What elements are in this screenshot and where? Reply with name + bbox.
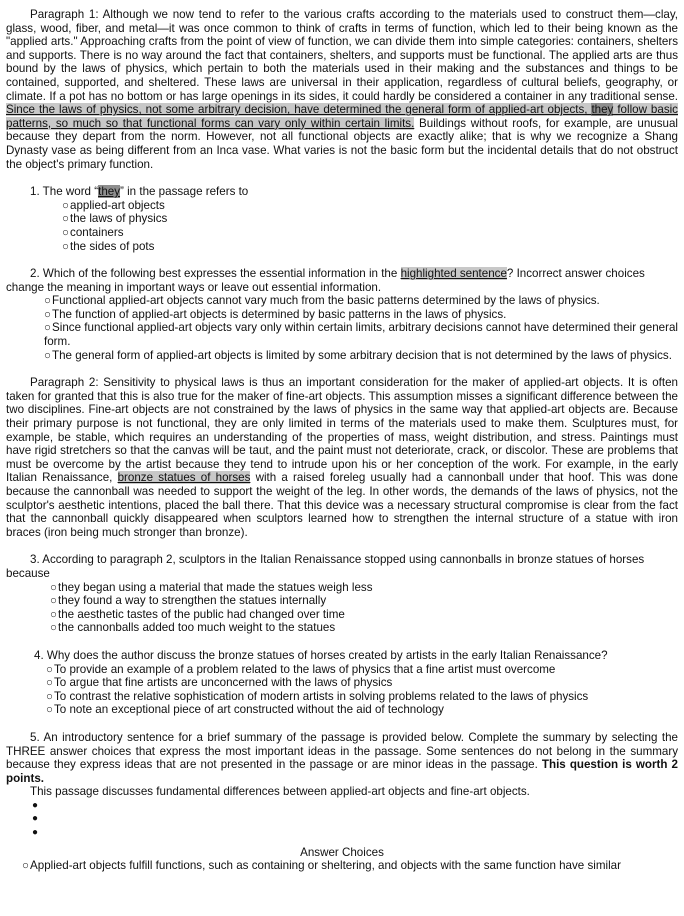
radio-icon[interactable]: ○: [44, 321, 52, 335]
radio-icon[interactable]: ○: [44, 294, 52, 308]
question-4: [34, 649, 678, 717]
radio-icon[interactable]: ○: [50, 594, 58, 608]
paragraph-1: [6, 8, 678, 171]
question-3-stem: 3. According to paragraph 2, sculptors in the Italian Renaissance stopped using cannonballs in bronze statues of horses because: [6, 553, 645, 580]
radio-icon[interactable]: ○: [50, 580, 58, 594]
option-label: the aesthetic tastes of the public had changed over time: [58, 607, 345, 621]
radio-icon[interactable]: ○: [62, 225, 70, 239]
paragraph-2: [6, 376, 678, 539]
question-3-option-c[interactable]: [50, 608, 678, 622]
option-label: Functional applied-art objects cannot vary much from the basic patterns determined by the laws of physics.: [52, 294, 600, 308]
question-2-options: [44, 294, 678, 362]
question-4-option-a[interactable]: [46, 663, 678, 677]
question-3-option-a[interactable]: [50, 581, 678, 595]
question-1-stem-post: ” in the passage refers to: [120, 185, 249, 199]
question-5: [6, 731, 678, 873]
option-label: they found a way to strengthen the statues internally: [58, 594, 327, 608]
option-label: To argue that fine artists are unconcerned with the laws of physics: [54, 676, 393, 690]
radio-icon[interactable]: ○: [22, 859, 30, 873]
question-2-option-c[interactable]: [44, 321, 678, 348]
question-2-stem-post: ? Incorrect answer choices change the meaning in important ways or leave out essential information.: [6, 267, 645, 294]
radio-icon[interactable]: ○: [50, 621, 58, 635]
option-label: Applied-art objects fulfill functions, such as containing or sheltering, and objects with the same function have similar: [30, 859, 621, 873]
question-2: [6, 267, 678, 362]
option-label: containers: [70, 225, 124, 239]
option-label: To note an exceptional piece of art constructed without the aid of technology: [54, 703, 444, 717]
highlighted-phrase-bronze-statues[interactable]: bronze statues of horses: [117, 471, 251, 485]
question-1-option-b[interactable]: [62, 212, 678, 226]
highlighted-word-they: they: [591, 103, 614, 117]
question-4-options: [46, 663, 678, 717]
question-5-points-note: This question is worth 2 points.: [6, 758, 678, 785]
question-4-option-d[interactable]: [46, 703, 678, 717]
question-2-option-b[interactable]: [44, 308, 678, 322]
question-2-stem-pre: 2. Which of the following best expresses the essential information in the: [30, 267, 401, 281]
option-label: the laws of physics: [70, 212, 168, 226]
question-2-option-a[interactable]: [44, 294, 678, 308]
radio-icon[interactable]: ○: [44, 307, 52, 321]
question-3-option-d[interactable]: [50, 621, 678, 635]
radio-icon[interactable]: ○: [46, 703, 54, 717]
summary-intro-sentence: This passage discusses fundamental differences between applied-art objects and fine-art objects.: [30, 785, 530, 799]
radio-icon[interactable]: ○: [62, 198, 70, 212]
question-5-stem-text: 5. An introductory sentence for a brief summary of the passage is provided below. Complete the summary by selecting the THREE answer choices that express the most important ideas in the passage. Some sentences do not belong in the summary because they express ideas that are not presented in the passage or are minor ideas in the passage.: [6, 730, 678, 772]
question-1-highlighted-word: they: [98, 185, 121, 199]
radio-icon[interactable]: ○: [62, 212, 70, 226]
option-label: applied-art objects: [70, 198, 165, 212]
question-4-stem: 4. Why does the author discuss the bronze statues of horses created by artists in the early Italian Renaissance?: [34, 648, 608, 662]
question-1: [30, 185, 678, 253]
answer-choice-1[interactable]: [22, 859, 678, 873]
question-1-stem: [30, 185, 678, 199]
highlighted-sentence-a: Since the laws of physics, not some arbitrary decision, have determined the general form of applied-art objects,: [6, 103, 592, 117]
question-1-option-d[interactable]: [62, 240, 678, 254]
highlighted-sentence-b: follow basic patterns, so much so that functional forms can vary only within certain limits.: [6, 103, 678, 130]
question-1-option-a[interactable]: [62, 199, 678, 213]
question-4-option-b[interactable]: [46, 676, 678, 690]
question-3-options: [50, 581, 678, 635]
highlighted-sentence-link[interactable]: highlighted sentence: [400, 267, 507, 281]
question-3: [6, 553, 678, 635]
paragraph-2-text-b: with a raised foreleg usually had a cannonball under that hoof. This was done because the cannonball was needed to support the weight of the leg. In other words, the demands of the laws of physics, not the sculptor's aesthetic intentions, placed the ball there. That this device was a necessary structural compromise is clear from the fact that the cannonball quickly disappeared when sculptors learned how to strengthen the internal structure of a statue with iron braces (iron being much stronger than bronze).: [6, 471, 678, 539]
question-2-option-d[interactable]: [44, 349, 678, 363]
question-5-stem: [6, 731, 678, 785]
answer-choices-heading: Answer Choices: [300, 845, 384, 859]
paragraph-1-text-a: Paragraph 1: Although we now tend to refer to the various crafts according to the materials used to construct them—clay, glass, wood, fiber, and metal—it was once common to think of crafts in terms of function, which led to their being known as the "applied arts." Approaching crafts from the point of view of function, we can divide them into simple categories: containers, shelters and supports. There is no way around the fact that containers, shelters, and supports must be functional. The applied arts are thus bound by the laws of physics, which pertain to both the materials used in their making and the substances and things to be contained, supported, and sheltered. These laws are universal in their application, regardless of cultural beliefs, geography, or climate. If a pot has no bottom or has large openings in its sides, it could hardly be considered a container in any traditional sense.: [6, 8, 678, 103]
option-label: The general form of applied-art objects is limited by some arbitrary decision that is not determined by the laws of physics.: [52, 348, 672, 362]
paragraph-1-text-b: Buildings without roofs, for example, are unusual because they depart from the norm. However, not all functional objects are exactly alike; that is why we recognize a Shang Dynasty vase as being different from an Inca vase. What varies is not the basic form but the incidental details that do not obstruct the object's primary function.: [6, 116, 678, 171]
question-1-option-c[interactable]: [62, 226, 678, 240]
option-label: the cannonballs added too much weight to the statues: [58, 621, 336, 635]
option-label: To contrast the relative sophistication of modern artists in solving problems related to the laws of physics: [54, 689, 589, 703]
radio-icon[interactable]: ○: [62, 239, 70, 253]
radio-icon[interactable]: ○: [44, 348, 52, 362]
summary-slot-1[interactable]: ●: [32, 799, 39, 811]
option-label: The function of applied-art objects is determined by basic patterns in the laws of physics.: [52, 307, 507, 321]
question-1-stem-pre: 1. The word “: [30, 185, 99, 199]
summary-slots: [32, 799, 678, 840]
question-2-stem: [6, 267, 678, 294]
summary-slot-3[interactable]: ●: [32, 827, 39, 839]
question-1-options: [62, 199, 678, 253]
radio-icon[interactable]: ○: [50, 607, 58, 621]
radio-icon[interactable]: ○: [46, 689, 54, 703]
paragraph-2-text-a: Paragraph 2: Sensitivity to physical laws is thus an important consideration for the maker of applied-art objects. It is often taken for granted that this is also true for the maker of fine-art objects. This assumption misses a significant difference between the two disciplines. Fine-art objects are not constrained by the laws of physics in the same way that applied-art objects are. Because their primary purpose is not functional, they are only limited in terms of the materials used to make them. Sculptures must, for example, be stable, which requires an understanding of the properties of mass, weight distribution, and stress. Paintings must have rigid stretchers so that the canvas will be taut, and the paint must not deteriorate, crack, or discolor. These are problems that must be overcome by the artist because they tend to intrude upon his or her conception of the work. For example, in the early Italian Renaissance,: [6, 376, 678, 485]
radio-icon[interactable]: ○: [46, 662, 54, 676]
option-label: Since functional applied-art objects vary only within certain limits, arbitrary decisions cannot have determined their general form.: [44, 321, 678, 349]
option-label: they began using a material that made the statues weigh less: [58, 580, 373, 594]
option-label: To provide an example of a problem related to the laws of physics that a fine artist must overcome: [54, 662, 556, 676]
summary-slot-2[interactable]: ●: [32, 813, 39, 825]
option-label: the sides of pots: [70, 239, 155, 253]
question-4-option-c[interactable]: [46, 690, 678, 704]
radio-icon[interactable]: ○: [46, 676, 54, 690]
question-3-option-b[interactable]: [50, 594, 678, 608]
